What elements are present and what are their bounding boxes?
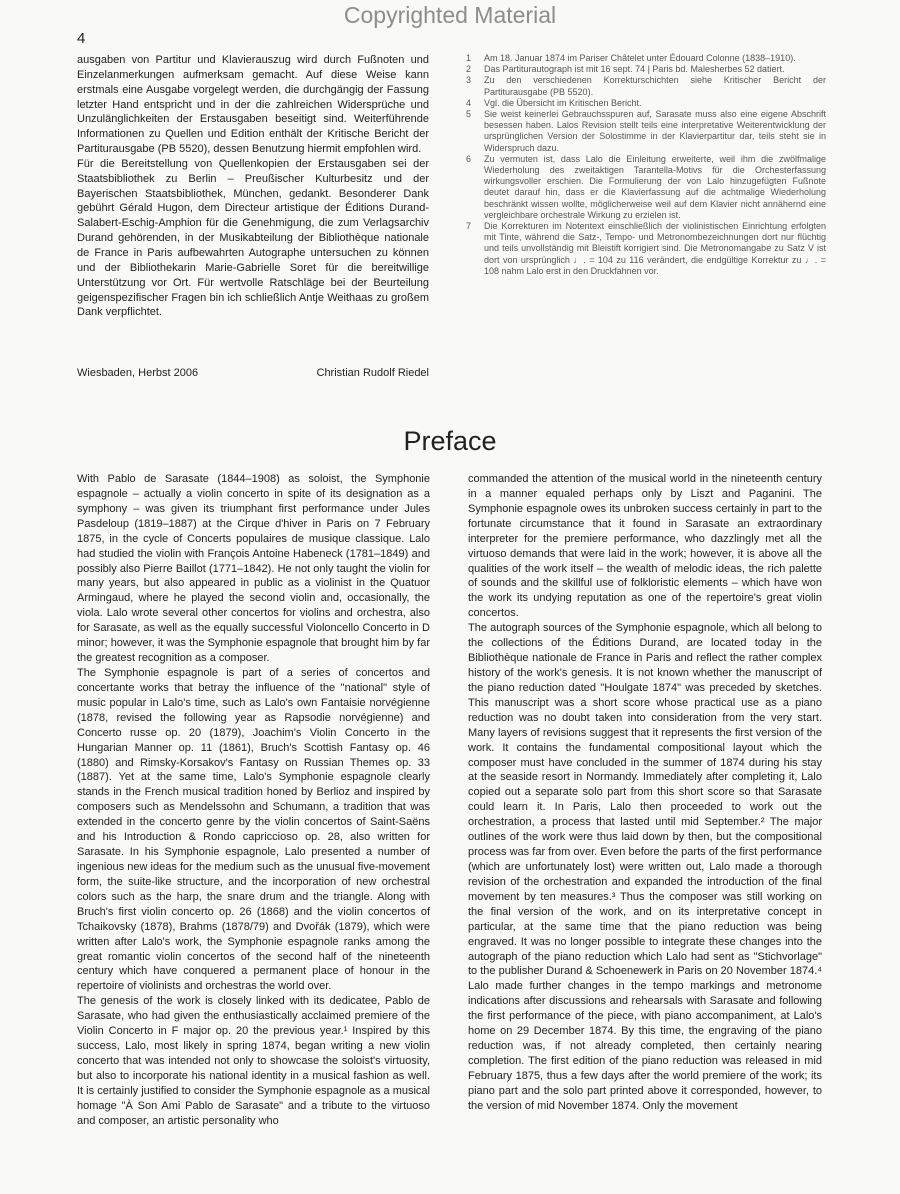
preface-paragraph: The autograph sources of the Symphonie espagnole, which all belong to the collections of the Éditions Durand, are located today in the Bibliothèque nationale de France in Paris and reflect the rather complex history of the work's genesis. It is not known whether the manuscript of the piano reduction dated "Houlgate 1874" was preceded by sketches. This manuscript was a short score whose practical use as a piano reduction was no doubt taken into consideration from the very start. Many layers of revisions suggest that it represents the first version of the work. It contains the fundamental compositional layout which the composer must have concluded in the summer of 1874 during his stay at the seaside resort in Normandy. Immediately after completing it, Lalo copied out a separate solo part from this short score so that Sarasate could learn it. In Paris, Lalo then proceeded to work out the orchestration, a process that lasted until mid September.² The major outlines of the work were thus laid down by then, but the compositional process was far from over. Even before the parts of the first performance (which are unfortunately lost) were written out, Lalo made a thorough revision of the orchestration and expanded the introduction of the final movement by ten measures.³ Thus the composer was still working on the final version of the work, and on its interpretative concept in particular, at the same time that the piano reduction was being engraved. It was no longer possible to integrate these changes into the autograph of the piano reduction which Lalo had sent as "Stichvorlage" to the publisher Durand & Schoenewerk in Paris on 20 November 1874.⁴ Lalo made further changes in the tempo markings and metronome indications after discussions and rehearsals with Sarasate and following the first performance of the piece, with piano accompaniment, at Lalo's home on 29 December 1874. By this time, the engraving of the piano reduction was, if not already completed, then certainly nearing completion. The first edition of the piano reduction was released in mid February 1875, thus a few days after the world premiere of the work; its piano part and the solo part printed above it corresponded, however, to the version of mid November 1874. Only the movement: [468, 622, 822, 1112]
footnote-text: Zu vermuten ist, dass Lalo die Einleitung erweiterte, weil ihm die zwölfmalige Wiederholung des zweitaktigen Tarantella-Motivs für die Orchesterfassung wirkungsvoller erschien. Die Formulierung der von Lalo hinzugefügten Fußnote deutet darauf hin, dass er die Klavierfassung auf die achtmalige Wiederholung beschränkt wissen wollte, möglicherweise weil auf dem Klavier nicht annähernd eine vergleichbare orchestrale Wirkung zu erzielen ist.: [484, 153, 826, 220]
footnote: [466, 109, 826, 154]
footnote: [466, 75, 826, 97]
place-date: Wiesbaden, Herbst 2006: [77, 367, 199, 379]
footnote-text: Sie weist keinerlei Gebrauchsspuren auf, Sarasate muss also eine eigene Abschrift besessen haben. Lalos Revision stellt teils eine interpretative Weiterentwicklung der ursprünglichen Version der Solostimme in der Klavierpartitur dar, teils steht sie in Widerspruch dazu.: [484, 109, 826, 153]
copyright-watermark: Copyrighted Material: [343, 2, 557, 28]
footnote-number: 7: [466, 221, 472, 232]
footnote: [466, 64, 826, 75]
footnote-text: Vgl. die Übersicht im Kritischen Bericht.: [484, 97, 642, 108]
footnote-text: Zu den verschiedenen Korrekturschichten siehe Kritischer Bericht der Partiturausgabe (PB 5520).: [484, 75, 826, 97]
footnote-text: Am 18. Januar 1874 im Pariser Châtelet unter Édouard Colonne (1838–1910).: [484, 53, 796, 63]
footnote-text: Die Korrekturen im Notentext einschließlich der violinistischen Einrichtung erfolgten mit Tinte, während die Satz-, Tempo- und Metronombezeichnungen dort nur flüchtig und teils unvollständig mit Bleistift korrigiert sind. Die Metronomangabe zu Satz V ist dort von ursprünglich ♩. = 104 zu 116 verändert, die endgültige Korrektur zu ♩. = 108 nahm Lalo erst in den Druckfahnen vor.: [484, 221, 826, 276]
preface-title: Preface: [403, 426, 497, 456]
footnote-number: 2: [466, 64, 472, 75]
footnote: [466, 154, 826, 221]
footnote-number: 3: [466, 75, 472, 86]
preface-paragraph: The genesis of the work is closely linked with its dedicatee, Pablo de Sarasate, who had given the enthusiastically acclaimed premiere of the Violin Concerto in F major op. 20 the previous year.¹ Inspired by this success, Lalo, most likely in spring 1874, began writing a new violin concerto that was intended not only to showcase the soloist's virtuosity, but also to incorporate his national identity in a musical fashion as well. It is certainly justified to consider the Symphonie espagnole as a musical homage "À Son Ami Pablo de Sarasate" and a tribute to the virtuoso and composer, an artistic personality who: [77, 995, 430, 1127]
footnote-number: 1: [466, 53, 472, 63]
german-preface-continuation: [77, 53, 429, 320]
footnotes: [466, 53, 826, 277]
footnote-number: 6: [466, 153, 472, 164]
footnote: [466, 221, 826, 277]
footnote: [466, 53, 826, 64]
footnote-number: 4: [466, 97, 472, 108]
german-paragraph: ausgaben von Partitur und Klavierauszug wird durch Fußnoten und Einzelanmerkungen aufmerksam gemacht. Auf diese Weise kann erstmals eine Ausgabe vorgelegt werden, die durchgängig der Fassung letzter Hand entspricht und in der die zahlreichen Widersprüche und Unzulänglichkeiten der Erstausgaben beseitigt sind. Weiterführende Informationen zu Quellen und Edition enthält der Kritische Bericht der Partiturausgabe (PB 5520), dessen Benutzung hiermit empfohlen wird.: [77, 54, 429, 156]
signature-line: [77, 366, 429, 380]
german-paragraph: Für die Bereitstellung von Quellenkopien der Erstausgaben sei der Staatsbibliothek zu Berlin – Preußischer Kulturbesitz und der Bayerischen Staatsbibliothek, München, gedankt. Besonderer Dank gebührt Gérald Hugon, dem Directeur artistique der Éditions Durand-Salabert-Eschig-Amphion für die Genehmigung, die zum Verlagsarchiv Durand gehörenden, in der Musikabteilung der Bibliothèque nationale de France in Paris aufbewahrten Autographe untersuchen zu können und der Bibliothekarin Marie-Gabrielle Soret für die bereitwillige Unterstützung vor Ort. Für wertvolle Ratschläge bei der Beurteilung geigenspezifischer Fragen bin ich schließlich Antje Weithaas zu großem Dank verpflichtet.: [77, 157, 429, 319]
preface-paragraph: commanded the attention of the musical world in the nineteenth century in a manner equaled perhaps only by Liszt and Paganini. The Symphonie espagnole owes its unbroken success certainly in part to the fortunate circumstance that it found in Sarasate an extraordinary interpreter for the premiere performance, who dazzlingly met all the virtuoso demands that were laid in the work; however, it is above all the qualities of the work itself – the wealth of melodic ideas, the rich palette of sounds and the skillful use of folkloristic elements – which have won the work its undying reputation as one of the repertoire's great violin concertos.: [468, 473, 822, 620]
author-name: Christian Rudolf Riedel: [316, 367, 429, 379]
page-number: 4: [77, 30, 86, 47]
preface-paragraph: The Symphonie espagnole is part of a series of concertos and concertante works that betray the influence of the "national" style of music popular in Lalo's time, such as Lalo's own Fantaisie norvégienne (1878, revised the following year as Rapsodie norvégienne) and Concerto russe op. 20 (1879), Joachim's Violin Concerto in the Hungarian Manner op. 11 (1861), Bruch's Scottish Fantasy op. 46 (1880) and Rimsky-Korsakov's Fantasy on Russian Themes op. 33 (1887). Yet at the same time, Lalo's Symphonie espagnole clearly stands in the French musical tradition honed by Berlioz and inspired by composers such as Mendelssohn and Schumann, a tradition that was extended in the concerto genre by the violin concertos of Saint-Saëns and his Introduction & Rondo capriccioso op. 28, also written for Sarasate. In his Symphonie espagnole, Lalo presented a number of ingenious new ideas for the medium such as the unusual five-movement form, the suite-like structure, and the incorporation of new orchestral colors such as the harp, the snare drum and the triangle. Along with Bruch's first violin concerto op. 26 (1868) and the violin concertos of Tchaikovsky (1878), Brahms (1878/79) and Dvořák (1879), which were written after Lalo's work, the Symphonie espagnole ranks among the great romantic violin concertos of the second half of the nineteenth century which have conquered a permanent place of honour in the repertoire of violinists and orchestras the world over.: [77, 666, 430, 993]
preface-right-column: [468, 472, 822, 1114]
footnote-number: 5: [466, 109, 472, 120]
preface-paragraph: With Pablo de Sarasate (1844–1908) as soloist, the Symphonie espagnole – actually a violin concerto in spite of its designation as a symphony – was given its triumphant first performance under Jules Pasdeloup (1819–1887) at the Cirque d'hiver in Paris on 7 February 1875, in the cycle of Concerts populaires de musique classique. Lalo had studied the violin with François Antoine Habeneck (1781–1849) and possibly also Pierre Baillot (1771–1842). He not only taught the violin for many years, but also appeared in public as a violinist in the Quatuor Armingaud, where he played the second violin and, occasionally, the viola. Lalo wrote several other concertos for violins and orchestra, also for Sarasate, as well as the equally successful Violoncello Concerto in D minor; however, it was the Symphonie espagnole that brought him by far the greatest recognition as a composer.: [77, 473, 430, 665]
footnote: [466, 98, 826, 109]
preface-left-column: [77, 472, 430, 1129]
footnote-text: Das Partiturautograph ist mit 16 sept. 74 | Paris bd. Malesherbes 52 datiert.: [484, 64, 785, 75]
